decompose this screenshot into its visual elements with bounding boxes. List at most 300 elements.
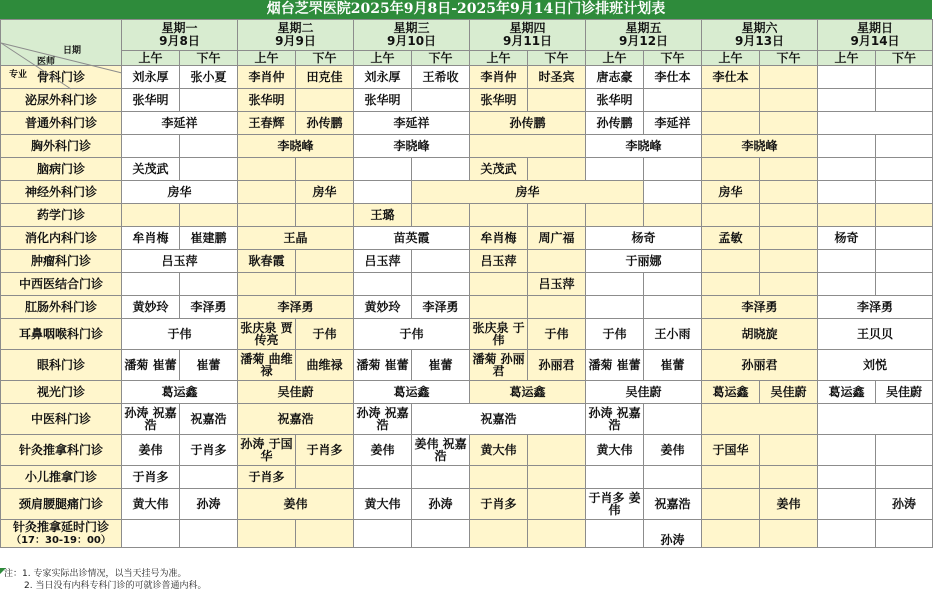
doctor-cell: 李延祥: [644, 112, 702, 135]
doctor-cell: [818, 489, 876, 520]
doctor-cell: 李肖仲: [238, 66, 296, 89]
doctor-cell: 于肖多: [238, 466, 296, 489]
doctor-cell: [180, 135, 238, 158]
doctor-cell: 崔蕾: [412, 350, 470, 381]
doctor-cell: 黄大伟: [354, 489, 412, 520]
day-header-tue: [238, 20, 354, 51]
doctor-cell: 潘菊 崔蕾: [586, 350, 644, 381]
table-row: [1, 296, 933, 319]
doctor-cell: [122, 273, 180, 296]
doctor-cell: [818, 181, 876, 204]
header-half-row: [1, 51, 933, 66]
doctor-cell: 曲维禄: [296, 350, 354, 381]
doctor-cell: 李仕本: [644, 66, 702, 89]
doctor-cell: 吴佳蔚: [238, 381, 354, 404]
doctor-cell: 李晓峰: [586, 135, 702, 158]
doctor-cell: [354, 520, 412, 548]
doctor-cell: 孙丽君: [702, 350, 818, 381]
doctor-cell: [238, 204, 296, 227]
pm-label: 下午: [644, 51, 702, 66]
doctor-cell: [702, 112, 760, 135]
doctor-cell: [644, 204, 702, 227]
doctor-cell: 王贝贝: [818, 319, 933, 350]
doctor-cell: [180, 273, 238, 296]
doctor-cell: [876, 227, 933, 250]
doctor-cell: 房华: [412, 181, 644, 204]
doctor-cell: [122, 520, 180, 548]
doctor-cell: 孙涛 于国华: [238, 435, 296, 466]
doctor-cell: [528, 250, 586, 273]
doctor-cell: [354, 158, 412, 181]
doctor-cell: [876, 250, 933, 273]
doctor-cell: [876, 66, 933, 89]
doctor-cell: 杨奇: [818, 227, 876, 250]
doctor-cell: [296, 273, 354, 296]
doctor-cell: [818, 520, 876, 548]
doctor-cell: [760, 435, 818, 466]
footnote-1: 注：1. 专家实际出诊情况，以当天挂号为准。: [4, 569, 187, 579]
doctor-cell: 李晓峰: [354, 135, 470, 158]
doctor-cell: 吕玉萍: [470, 250, 528, 273]
doctor-cell: [586, 296, 644, 319]
table-row: [1, 319, 933, 350]
doctor-cell: 李延祥: [354, 112, 470, 135]
doctor-cell: [760, 520, 818, 548]
pm-label: 下午: [528, 51, 586, 66]
corner-doctor-label: 医师: [37, 56, 56, 67]
doctor-cell: [818, 273, 876, 296]
pm-label: 下午: [296, 51, 354, 66]
doctor-cell: 于伟: [296, 319, 354, 350]
corner-diagonal-lines: [1, 43, 122, 89]
doctor-cell: [702, 89, 760, 112]
weekday-label: 星期一: [161, 21, 198, 35]
doctor-cell: 耿春霞: [238, 250, 296, 273]
doctor-cell: 王晶: [238, 227, 354, 250]
doctor-cell: [528, 466, 586, 489]
doctor-cell: 房华: [122, 181, 238, 204]
doctor-cell: 孙传鹏: [586, 112, 644, 135]
doctor-cell: 田克佳: [296, 66, 354, 89]
weekday-label: 星期四: [509, 21, 546, 35]
doctor-cell: [412, 89, 470, 112]
doctor-cell: [412, 250, 470, 273]
doctor-cell: 孙涛 祝嘉浩: [354, 404, 412, 435]
am-label: 上午: [354, 51, 412, 66]
pm-label: 下午: [876, 51, 933, 66]
doctor-cell: 张华明: [238, 89, 296, 112]
doctor-cell: 苗英霞: [354, 227, 470, 250]
doctor-cell: [818, 135, 876, 158]
doctor-cell: 祝嘉浩: [180, 404, 238, 435]
doctor-cell: 李泽勇: [818, 296, 933, 319]
weekday-label: 星期二: [277, 21, 314, 35]
doctor-cell: 张华明: [122, 89, 180, 112]
doctor-cell: 于伟: [528, 319, 586, 350]
doctor-cell: [818, 435, 876, 466]
corner-date-label: 日期: [63, 45, 82, 56]
doctor-cell: 于肖多 姜伟: [586, 489, 644, 520]
doctor-cell: [470, 520, 528, 548]
doctor-cell: [818, 466, 876, 489]
doctor-cell: [702, 250, 760, 273]
doctor-cell: 李泽勇: [180, 296, 238, 319]
doctor-cell: 李晓峰: [702, 135, 818, 158]
pm-label: 下午: [760, 51, 818, 66]
doctor-cell: 时圣宾: [528, 66, 586, 89]
doctor-cell: 于国华: [702, 435, 760, 466]
doctor-cell: [296, 204, 354, 227]
doctor-cell: 李泽勇: [412, 296, 470, 319]
doctor-cell: [644, 404, 702, 435]
doctor-cell: [644, 466, 702, 489]
doctor-cell: 李晓峰: [238, 135, 354, 158]
am-label: 上午: [818, 51, 876, 66]
doctor-cell: 李泽勇: [702, 296, 818, 319]
doctor-cell: 孙涛 祝嘉浩: [122, 404, 180, 435]
doctor-cell: [644, 273, 702, 296]
am-label: 上午: [122, 51, 180, 66]
date-label: 9月12日: [619, 34, 669, 48]
doctor-cell: 孙涛: [644, 520, 702, 548]
am-label: 上午: [702, 51, 760, 66]
dept-label: 胸外科门诊: [1, 135, 122, 158]
doctor-cell: [876, 520, 933, 548]
doctor-cell: 崔建鹏: [180, 227, 238, 250]
date-label: 9月14日: [850, 34, 900, 48]
doctor-cell: [238, 181, 296, 204]
doctor-cell: 唐志豪: [586, 66, 644, 89]
doctor-cell: 吴佳蔚: [760, 381, 818, 404]
table-row: [1, 204, 933, 227]
day-header-sun: [818, 20, 933, 51]
doctor-cell: [180, 158, 238, 181]
doctor-cell: [818, 204, 876, 227]
doctor-cell: [238, 520, 296, 548]
doctor-cell: 潘菊 崔蕾: [122, 350, 180, 381]
doctor-cell: [296, 158, 354, 181]
doctor-cell: 崔蕾: [644, 350, 702, 381]
corner-specialty-label: 专业: [9, 69, 28, 80]
doctor-cell: 崔蕾: [180, 350, 238, 381]
day-header-wed: [354, 20, 470, 51]
doctor-cell: 刘永厚: [354, 66, 412, 89]
dept-label: 脑病门诊: [1, 158, 122, 181]
dept-label: 普通外科门诊: [1, 112, 122, 135]
doctor-cell: 姜伟: [354, 435, 412, 466]
am-label: 上午: [238, 51, 296, 66]
doctor-cell: 于肖多: [180, 435, 238, 466]
doctor-cell: [296, 466, 354, 489]
doctor-cell: 孙涛: [180, 489, 238, 520]
doctor-cell: 张华明: [354, 89, 412, 112]
doctor-cell: [296, 89, 354, 112]
table-row: [1, 381, 933, 404]
table-row: [1, 227, 933, 250]
doctor-cell: 王希收: [412, 66, 470, 89]
doctor-cell: [470, 296, 528, 319]
doctor-cell: 吕玉萍: [528, 273, 586, 296]
doctor-cell: [876, 135, 933, 158]
doctor-cell: [876, 204, 933, 227]
doctor-cell: 潘菊 崔蕾: [354, 350, 412, 381]
doctor-cell: [528, 89, 586, 112]
doctor-cell: [470, 135, 586, 158]
doctor-cell: [760, 181, 818, 204]
doctor-cell: 吴佳蔚: [876, 381, 933, 404]
doctor-cell: 祝嘉浩: [412, 404, 586, 435]
doctor-cell: [470, 273, 528, 296]
doctor-cell: 李泽勇: [238, 296, 354, 319]
doctor-cell: [760, 227, 818, 250]
table-row: [1, 66, 933, 89]
day-header-mon: [122, 20, 238, 51]
dept-label: 小儿推拿门诊: [1, 466, 122, 489]
doctor-cell: [760, 112, 818, 135]
doctor-cell: 孙丽君: [528, 350, 586, 381]
date-label: 9月9日: [275, 34, 316, 48]
dept-name: 针灸推拿延时门诊: [12, 519, 109, 534]
doctor-cell: 张华明: [470, 89, 528, 112]
doctor-cell: 于伟: [586, 319, 644, 350]
doctor-cell: [876, 466, 933, 489]
doctor-cell: 关茂武: [122, 158, 180, 181]
table-row: [1, 89, 933, 112]
doctor-cell: [702, 489, 760, 520]
doctor-cell: [702, 273, 760, 296]
doctor-cell: 于伟: [122, 319, 238, 350]
weekday-label: 星期五: [625, 21, 662, 35]
doctor-cell: [296, 520, 354, 548]
doctor-cell: [470, 466, 528, 489]
doctor-cell: [470, 204, 528, 227]
doctor-cell: [818, 112, 933, 135]
date-label: 9月10日: [387, 34, 437, 48]
dept-label: 肛肠外科门诊: [1, 296, 122, 319]
doctor-cell: [760, 89, 818, 112]
doctor-cell: 黄大伟: [586, 435, 644, 466]
doctor-cell: [586, 158, 644, 181]
doctor-cell: [180, 204, 238, 227]
doctor-cell: [818, 66, 876, 89]
dept-label: [1, 520, 122, 548]
doctor-cell: 孙传鹏: [296, 112, 354, 135]
doctor-cell: [528, 296, 586, 319]
day-header-fri: [586, 20, 702, 51]
doctor-cell: 刘永厚: [122, 66, 180, 89]
doctor-cell: [586, 273, 644, 296]
table-row: [1, 489, 933, 520]
doctor-cell: 于肖多: [470, 489, 528, 520]
doctor-cell: [702, 520, 760, 548]
doctor-cell: 葛运鑫: [122, 381, 238, 404]
table-row: [1, 466, 933, 489]
dept-label: 耳鼻咽喉科门诊: [1, 319, 122, 350]
dept-label: 视光门诊: [1, 381, 122, 404]
doctor-cell: [760, 204, 818, 227]
doctor-cell: [528, 435, 586, 466]
date-label: 9月11日: [503, 34, 553, 48]
dept-label: 骨科门诊: [1, 66, 122, 89]
doctor-cell: 吕玉萍: [122, 250, 238, 273]
dept-label: 针灸推拿科门诊: [1, 435, 122, 466]
doctor-cell: 孙涛 祝嘉浩: [586, 404, 644, 435]
doctor-cell: [238, 158, 296, 181]
doctor-cell: [644, 89, 702, 112]
doctor-cell: 于丽娜: [586, 250, 702, 273]
doctor-cell: 李延祥: [122, 112, 238, 135]
day-header-sat: [702, 20, 818, 51]
doctor-cell: [702, 404, 818, 435]
dept-label: 神经外科门诊: [1, 181, 122, 204]
doctor-cell: 胡晓旋: [702, 319, 818, 350]
header-day-row: [1, 20, 933, 51]
doctor-cell: [354, 181, 412, 204]
doctor-cell: [760, 66, 818, 89]
doctor-cell: [644, 158, 702, 181]
doctor-cell: [354, 273, 412, 296]
doctor-cell: 孟敏: [702, 227, 760, 250]
doctor-cell: 关茂武: [470, 158, 528, 181]
doctor-cell: 姜伟 祝嘉浩: [412, 435, 470, 466]
doctor-cell: 葛运鑫: [818, 381, 876, 404]
table-row: [1, 273, 933, 296]
doctor-cell: [760, 466, 818, 489]
doctor-cell: 房华: [296, 181, 354, 204]
dept-label: 肿瘤科门诊: [1, 250, 122, 273]
doctor-cell: 姜伟: [122, 435, 180, 466]
doctor-cell: 祝嘉浩: [238, 404, 354, 435]
doctor-cell: [238, 273, 296, 296]
pm-label: 下午: [412, 51, 470, 66]
doctor-cell: [122, 135, 180, 158]
table-row: [1, 435, 933, 466]
doctor-cell: 王璐: [354, 204, 412, 227]
doctor-cell: [122, 204, 180, 227]
weekday-label: 星期六: [741, 21, 778, 35]
doctor-cell: 李仕本: [702, 66, 760, 89]
doctor-cell: [412, 273, 470, 296]
doctor-cell: [528, 158, 586, 181]
doctor-cell: [876, 89, 933, 112]
doctor-cell: 李肖仲: [470, 66, 528, 89]
doctor-cell: [180, 466, 238, 489]
doctor-cell: [818, 250, 876, 273]
schedule-table: [0, 19, 933, 548]
doctor-cell: [702, 158, 760, 181]
doctor-cell: [876, 435, 933, 466]
am-label: 上午: [470, 51, 528, 66]
dept-label: 消化内科门诊: [1, 227, 122, 250]
doctor-cell: [702, 466, 760, 489]
day-header-thu: [470, 20, 586, 51]
am-label: 上午: [586, 51, 644, 66]
doctor-cell: [412, 520, 470, 548]
doctor-cell: [412, 204, 470, 227]
doctor-cell: 姜伟: [238, 489, 354, 520]
date-label: 9月13日: [735, 34, 785, 48]
table-row: [1, 520, 933, 548]
doctor-cell: 刘悦: [818, 350, 933, 381]
dept-label: 药学门诊: [1, 204, 122, 227]
doctor-cell: 张庆泉 于伟: [470, 319, 528, 350]
dept-label: 中医科门诊: [1, 404, 122, 435]
weekday-label: 星期日: [857, 21, 894, 35]
doctor-cell: 孙传鹏: [470, 112, 586, 135]
doctor-cell: [644, 181, 702, 204]
doctor-cell: [760, 158, 818, 181]
doctor-cell: 吴佳蔚: [586, 381, 702, 404]
dept-hours: （17：30-19：00）: [11, 534, 111, 546]
doctor-cell: 潘菊 曲维禄: [238, 350, 296, 381]
doctor-cell: [354, 466, 412, 489]
dept-label: 眼科门诊: [1, 350, 122, 381]
doctor-cell: 王春辉: [238, 112, 296, 135]
dept-label: 中西医结合门诊: [1, 273, 122, 296]
doctor-cell: 潘菊 孙丽君: [470, 350, 528, 381]
doctor-cell: 于肖多: [122, 466, 180, 489]
table-row: [1, 350, 933, 381]
doctor-cell: 黄大伟: [470, 435, 528, 466]
table-row: [1, 250, 933, 273]
pm-label: 下午: [180, 51, 238, 66]
doctor-cell: 黄妙玲: [354, 296, 412, 319]
doctor-cell: 姜伟: [644, 435, 702, 466]
doctor-cell: 于肖多: [296, 435, 354, 466]
table-row: [1, 135, 933, 158]
table-row: [1, 158, 933, 181]
doctor-cell: 黄妙玲: [122, 296, 180, 319]
doctor-cell: [412, 466, 470, 489]
doctor-cell: 张华明: [586, 89, 644, 112]
doctor-cell: [760, 250, 818, 273]
doctor-cell: [876, 158, 933, 181]
doctor-cell: 于伟: [354, 319, 470, 350]
doctor-cell: [876, 181, 933, 204]
doctor-cell: [702, 204, 760, 227]
date-label: 9月8日: [159, 34, 200, 48]
doctor-cell: [876, 273, 933, 296]
doctor-cell: 葛运鑫: [702, 381, 760, 404]
doctor-cell: [586, 204, 644, 227]
doctor-cell: [528, 204, 586, 227]
doctor-cell: 张庆泉 贾传亮: [238, 319, 296, 350]
doctor-cell: 孙涛: [412, 489, 470, 520]
page-title: 烟台芝罘医院2025年9月8日-2025年9月14日门诊排班计划表: [0, 0, 932, 19]
footnotes: [0, 568, 932, 604]
doctor-cell: [760, 273, 818, 296]
doctor-cell: 张小夏: [180, 66, 238, 89]
doctor-cell: [296, 250, 354, 273]
doctor-cell: [586, 520, 644, 548]
doctor-cell: [528, 489, 586, 520]
doctor-cell: 牟肖梅: [470, 227, 528, 250]
table-row: [1, 181, 933, 204]
dept-label: 泌尿外科门诊: [1, 89, 122, 112]
doctor-cell: 王小雨: [644, 319, 702, 350]
doctor-cell: 杨奇: [586, 227, 702, 250]
doctor-cell: 黄大伟: [122, 489, 180, 520]
doctor-cell: 祝嘉浩: [644, 489, 702, 520]
table-row: [1, 112, 933, 135]
doctor-cell: [412, 158, 470, 181]
doctor-cell: 葛运鑫: [354, 381, 470, 404]
doctor-cell: 姜伟: [760, 489, 818, 520]
doctor-cell: 孙涛: [876, 489, 933, 520]
doctor-cell: 周广福: [528, 227, 586, 250]
footnote-2: 2. 当日没有内科专科门诊的可就诊普通内科。: [24, 581, 207, 591]
doctor-cell: 房华: [702, 181, 760, 204]
